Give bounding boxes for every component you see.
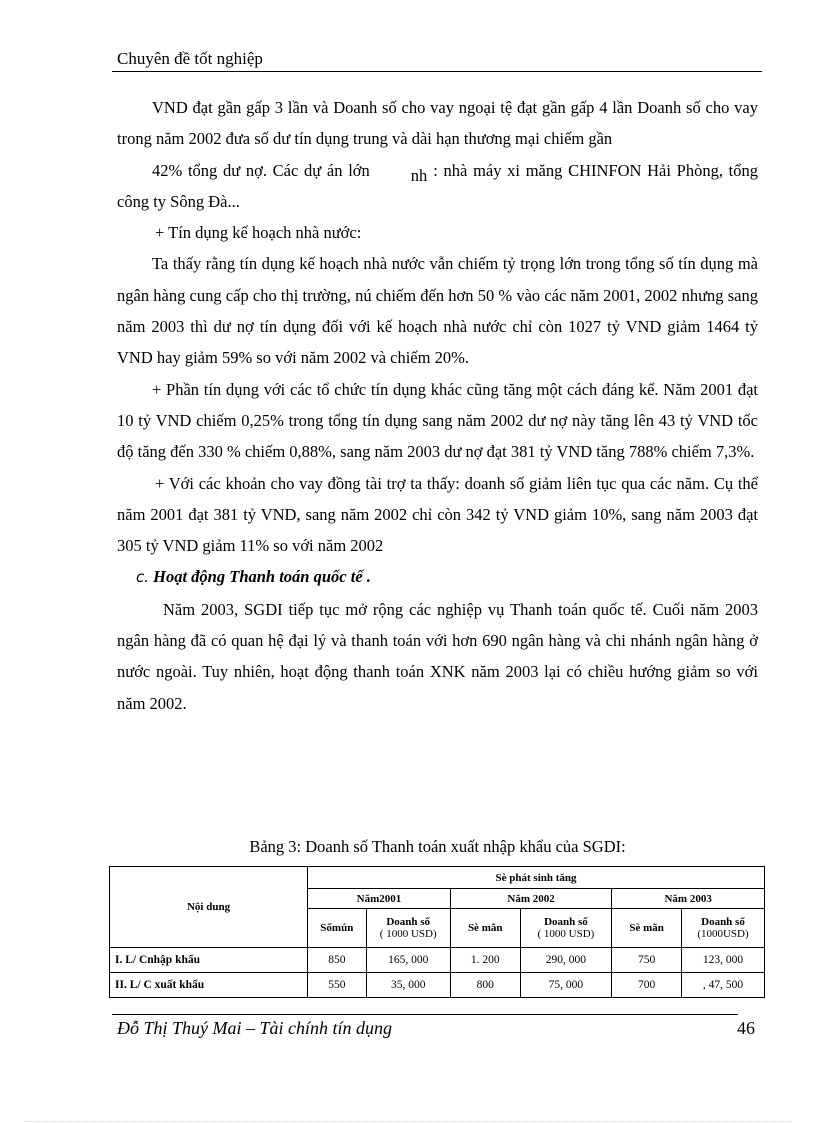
header-unit-2003: (1000USD) — [697, 928, 749, 940]
table-cell: 75, 000 — [520, 973, 612, 998]
header-year-2003: Năm 2003 — [612, 889, 765, 909]
paragraph-2-subscript: nh — [410, 165, 428, 185]
table-row — [110, 973, 765, 998]
header-unit-2001: ( 1000 USD) — [379, 928, 437, 940]
table-cell: 550 — [308, 973, 366, 998]
header-sales-2002 — [520, 909, 612, 948]
row-label-export: II. L/ C xuất khẩu — [110, 973, 308, 998]
header-sales-2002-label: Doanh số — [544, 916, 588, 928]
header-sales-2001-label: Doanh số — [386, 916, 431, 928]
table-cell: 850 — [308, 948, 366, 973]
paragraph-1: VND đạt gần gấp 3 lần và Doanh số cho vay ngoại tệ đạt gần gấp 4 lần Doanh số cho vay trong năm 2002 đưa số dư tín dụng trung và dài hạn thương mại chiếm gần — [117, 98, 758, 149]
paragraph-state-credit: Ta thấy rằng tín dụng kế hoạch nhà nước vẫn chiếm tỷ trọng lớn trong tổng số tín dụng mà ngân hàng cung cấp cho thị trường, nú chiếm đến hơn 50 % vào các năm 2001, 2002 nhưng sang năm 2003 thì dư nợ tín dụng đối với kế hoạch nhà nước chỉ còn 1027 tỷ VND giảm 1464 tỷ VND hay giảm 59% so với năm 2002 và chiếm 20%. — [117, 254, 758, 368]
table-cell: 290, 000 — [520, 948, 612, 973]
page-number: 46 — [737, 1018, 755, 1038]
table-cell: 123, 000 — [681, 948, 764, 973]
section-heading — [117, 561, 758, 593]
footer-divider — [112, 1014, 738, 1015]
table-cell: 800 — [450, 973, 520, 998]
paragraph-2-text-b: : nhà máy xi măng CHINFON Hải Phòng, tổng công ty Sông Đà... — [117, 160, 758, 211]
header-count-2003: Sè mãn — [612, 909, 682, 948]
header-sales-2001 — [366, 909, 450, 948]
row-label-import: I. L/ Cnhập khẩu — [110, 948, 308, 973]
document-body — [117, 92, 758, 719]
header-content: Nội dung — [110, 867, 308, 948]
table-cell: 1. 200 — [450, 948, 520, 973]
table-cell: 165, 000 — [366, 948, 450, 973]
export-import-payments-table — [109, 866, 765, 998]
header-divider — [112, 71, 762, 72]
paragraph-2-text-a: 42% tổng dư nợ. Các dự án lớn — [152, 160, 370, 180]
table-cell: 35, 000 — [366, 973, 450, 998]
paragraph-state-credit-heading: + Tín dụng kế hoạch nhà nước: — [155, 223, 362, 243]
paragraph-other-credit-institutions: + Phần tín dụng với các tổ chức tín dụng khác cũng tăng một cách đáng kể. Năm 2001 đạt 10 tỷ VND chiếm 0,25% trong tổng tín dụng sang năm 2002 dư nợ này tăng lên 43 tỷ VND tốc độ tăng đến 330 % chiếm 0,88%, sang năm 2003 dư nợ đạt 381 tỷ VND tăng 788% chiếm 7,3%. — [117, 379, 758, 462]
table-row — [110, 948, 765, 973]
header-year-2002: Năm 2002 — [450, 889, 611, 909]
paragraph-2 — [117, 155, 758, 218]
header-sales-2003 — [681, 909, 764, 948]
table-caption: Bảng 3: Doanh số Thanh toán xuất nhập khẩu của SGDI: — [249, 837, 626, 856]
table-header-row-1 — [110, 867, 765, 889]
paragraph-international-payments: Năm 2003, SGDI tiếp tục mở rộng các nghiệp vụ Thanh toán quốc tế. Cuối năm 2003 ngân hàng đã có quan hệ đại lý và thanh toán với hơn 690 ngân hàng và chi nhánh ngân hàng ở nước ngoài. Tuy nhiên, hoạt động thanh toán XNK năm 2003 lại có chiều hướng giảm so với năm 2002. — [117, 599, 758, 713]
header-sales-2003-label: Doanh số — [701, 916, 745, 928]
table-cell: , 47, 500 — [681, 973, 764, 998]
table-cell: 700 — [612, 973, 682, 998]
header-count-2001: Sốmún — [308, 909, 366, 948]
section-title: Hoạt động Thanh toán quốc tế . — [153, 567, 371, 587]
section-letter: c. — [136, 568, 150, 587]
header-group: Sè phát sinh tăng — [308, 867, 765, 889]
table-cell: 750 — [612, 948, 682, 973]
paragraph-syndicated-loans: + Với các khoản cho vay đồng tài trợ ta thấy: doanh số giảm liên tục qua các năm. Cụ thể năm 2001 đạt 381 tỷ VND, sang năm 2002 chỉ còn 342 tỷ VND giảm 10%, sang năm 2003 đạt 305 tỷ VND giảm 11% so với năm 2002 — [117, 473, 758, 556]
header-count-2002: Sè mãn — [450, 909, 520, 948]
header-unit-2002: ( 1000 USD) — [537, 928, 595, 940]
page-header-title: Chuyên đề tốt nghiệp — [117, 49, 263, 68]
page-edge-line — [24, 1121, 792, 1122]
footer-author: Đỗ Thị Thuý Mai – Tài chính tín dụng — [117, 1018, 393, 1038]
header-year-2001: Năm2001 — [308, 889, 451, 909]
